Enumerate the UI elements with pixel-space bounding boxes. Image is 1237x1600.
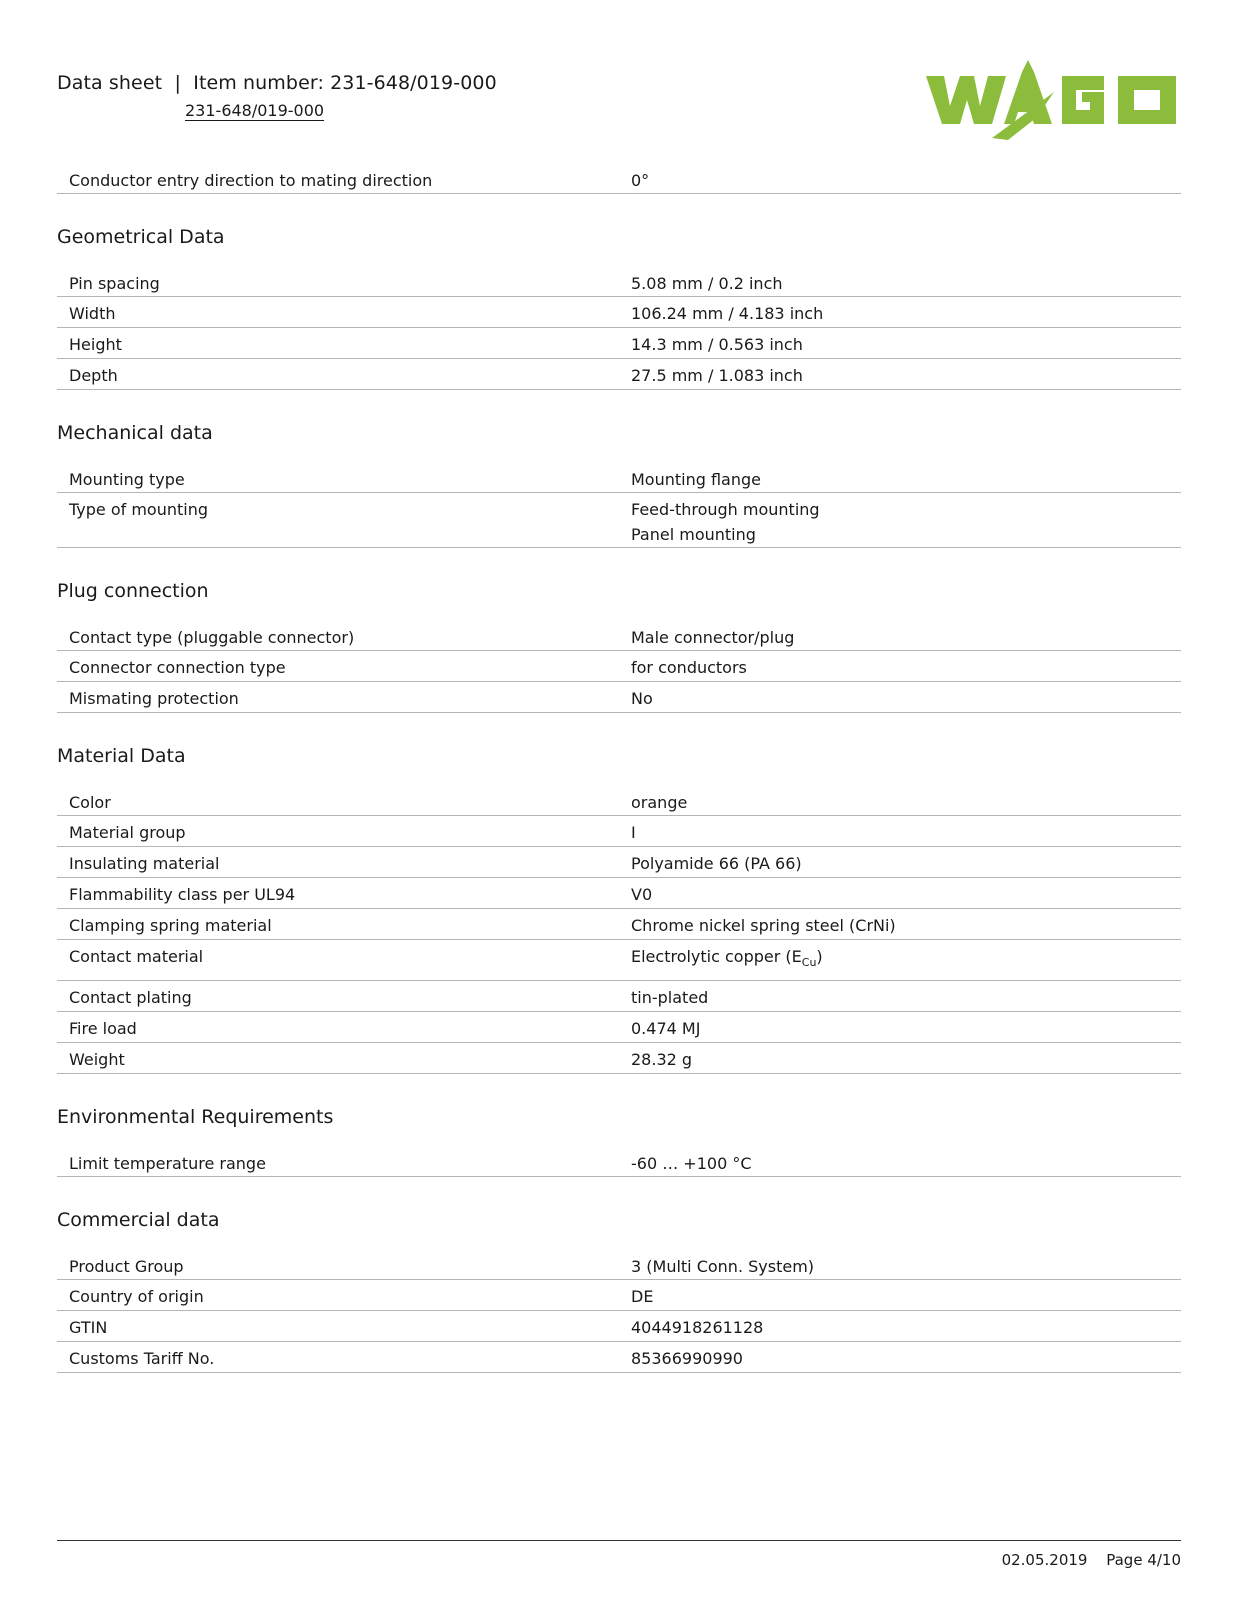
- table-row: [57, 981, 1181, 1012]
- table-row: [57, 816, 1181, 847]
- row-label: Material group: [69, 823, 186, 842]
- section-title-plug: Plug connection: [57, 580, 209, 602]
- row-label: Limit temperature range: [69, 1154, 266, 1173]
- row-value: Chrome nickel spring steel (CrNi): [631, 916, 896, 935]
- row-value: 28.32 g: [631, 1050, 693, 1069]
- row-label: Pin spacing: [69, 274, 160, 293]
- footer-date: 02.05.2019: [1001, 1551, 1088, 1569]
- row-label: Fire load: [69, 1019, 137, 1038]
- row-label: Connector connection type: [69, 658, 286, 677]
- row-label: Weight: [69, 1050, 125, 1069]
- row-label: GTIN: [69, 1318, 108, 1337]
- row-value: for conductors: [631, 658, 747, 677]
- wago-logo: [926, 58, 1180, 144]
- row-value: DE: [631, 1287, 654, 1306]
- row-value: 3 (Multi Conn. System): [631, 1257, 815, 1276]
- row-label: Mismating protection: [69, 689, 239, 708]
- row-value: 5.08 mm / 0.2 inch: [631, 274, 783, 293]
- footer-page-number: Page 4/10: [1106, 1551, 1181, 1569]
- table-row: [57, 940, 1181, 981]
- row-value: tin-plated: [631, 988, 709, 1007]
- row-label: Contact plating: [69, 988, 192, 1007]
- document-title: Data sheet | Item number: 231-648/019-000: [57, 72, 497, 94]
- row-value: Polyamide 66 (PA 66): [631, 854, 802, 873]
- table-row: [57, 1012, 1181, 1043]
- table-row: [57, 909, 1181, 940]
- table-row: [57, 1147, 1181, 1177]
- row-label: Contact type (pluggable connector): [69, 628, 355, 647]
- row-value: -60 … +100 °C: [631, 1154, 752, 1173]
- row-value: 0°: [631, 171, 650, 190]
- row-value: No: [631, 689, 653, 708]
- footer-divider: [57, 1540, 1181, 1541]
- section-title-mechanical: Mechanical data: [57, 422, 213, 444]
- table-row: [57, 682, 1181, 713]
- document-header: [57, 72, 497, 120]
- table-row: [57, 267, 1181, 297]
- row-value: 85366990990: [631, 1349, 743, 1368]
- row-value: I: [631, 823, 636, 842]
- table-row: [57, 651, 1181, 682]
- table-row: [57, 328, 1181, 359]
- row-label: Country of origin: [69, 1287, 204, 1306]
- row-value: Mounting flange: [631, 470, 761, 489]
- row-label: Color: [69, 793, 111, 812]
- table-row: [57, 1280, 1181, 1311]
- item-number-link[interactable]: 231-648/019-000: [185, 101, 325, 120]
- row-label: Product Group: [69, 1257, 184, 1276]
- section-title-material: Material Data: [57, 745, 186, 767]
- table-row: [57, 621, 1181, 651]
- row-label: Flammability class per UL94: [69, 885, 296, 904]
- row-value-line: Panel mounting: [631, 525, 756, 544]
- row-label: Contact material: [69, 947, 204, 966]
- table-row: [57, 463, 1181, 493]
- row-value: orange: [631, 793, 688, 812]
- section-title-environmental: Environmental Requirements: [57, 1106, 334, 1128]
- table-row: [57, 1250, 1181, 1280]
- row-value: V0: [631, 885, 653, 904]
- row-label: Clamping spring material: [69, 916, 272, 935]
- table-row: [57, 1043, 1181, 1074]
- row-label: Insulating material: [69, 854, 220, 873]
- table-row: [57, 1342, 1181, 1373]
- table-row: [57, 878, 1181, 909]
- row-value-subscript: Cu: [801, 956, 817, 970]
- table-row: [57, 786, 1181, 816]
- row-value: 4044918261128: [631, 1318, 764, 1337]
- row-label: Type of mounting: [69, 500, 209, 519]
- row-value: [631, 944, 823, 975]
- row-value: 14.3 mm / 0.563 inch: [631, 335, 803, 354]
- table-row: [57, 297, 1181, 328]
- table-row: [57, 493, 1181, 548]
- row-value: [631, 497, 820, 547]
- table-row: [57, 1311, 1181, 1342]
- row-value: 27.5 mm / 1.083 inch: [631, 366, 803, 385]
- row-label: Width: [69, 304, 116, 323]
- logo-text: WAGO: [926, 58, 930, 59]
- row-label: Depth: [69, 366, 118, 385]
- row-label: Conductor entry direction to mating direction: [69, 171, 433, 190]
- row-label: Mounting type: [69, 470, 185, 489]
- row-value-end: ): [816, 947, 823, 966]
- table-row: [57, 164, 1181, 194]
- row-value-text: Electrolytic copper (E: [631, 947, 802, 966]
- section-title-geometrical: Geometrical Data: [57, 226, 225, 248]
- footer: [1002, 1551, 1181, 1569]
- section-title-commercial: Commercial data: [57, 1209, 220, 1231]
- row-label: Customs Tariff No.: [69, 1349, 215, 1368]
- row-value: 0.474 MJ: [631, 1019, 701, 1038]
- table-row: [57, 359, 1181, 390]
- row-value: 106.24 mm / 4.183 inch: [631, 304, 824, 323]
- row-label: Height: [69, 335, 122, 354]
- row-value-line: Feed-through mounting: [631, 500, 820, 519]
- table-row: [57, 847, 1181, 878]
- row-value: Male connector/plug: [631, 628, 795, 647]
